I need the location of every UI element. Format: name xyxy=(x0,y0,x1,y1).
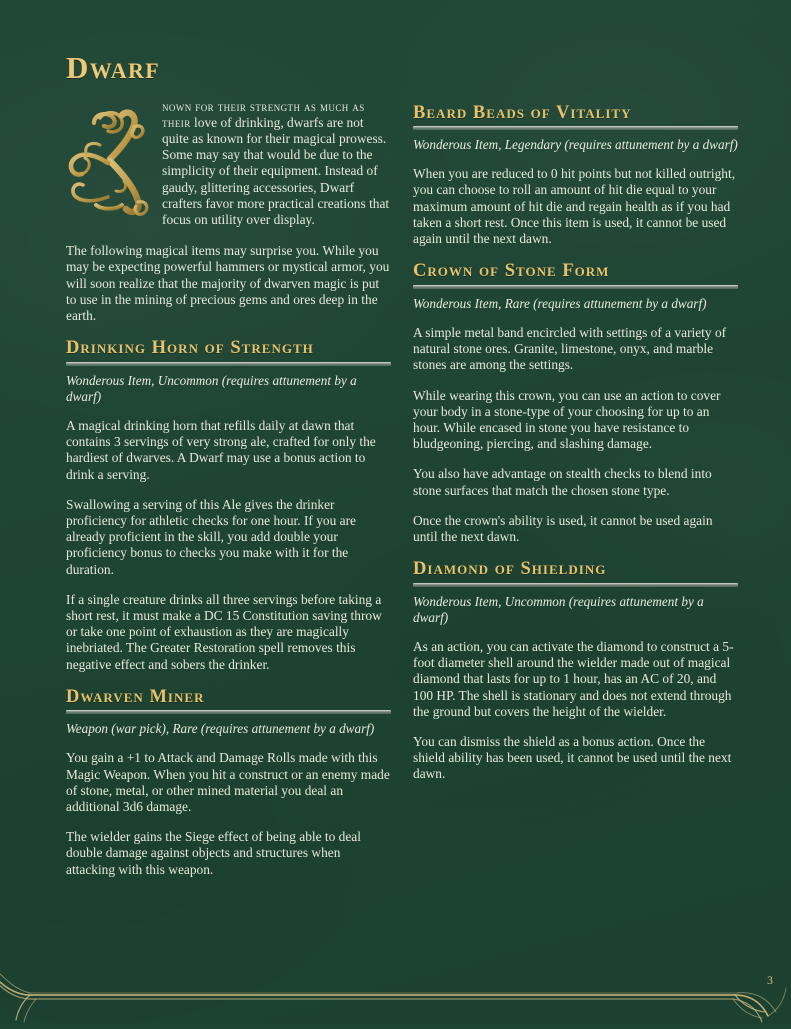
item-paragraph: Swallowing a serving of this Ale gives the drinker proficiency for athletic checks for one hour. If you are already proficient in the skill, you add double your proficiency bonus to checks you make with it for the duration. xyxy=(66,496,357,577)
item-beard-beads-of-vitality xyxy=(413,103,738,248)
page-title: Dwarf xyxy=(66,50,161,85)
heading-divider xyxy=(66,710,391,714)
heading-divider xyxy=(413,583,738,587)
item-subtitle: Wonderous Item, Legendary (requires attunement by a dwarf) xyxy=(413,137,738,153)
item-subtitle: Weapon (war pick), Rare (requires attunement by a dwarf) xyxy=(66,721,375,737)
item-paragraph: As an action, you can activate the diamond to construct a 5-foot diameter shell around the wielder made out of magical diamond that lasts for up to 1 hour, has an AC of 20, and 100 HP. The shell is stationary and does not extend through the ground but covers the height of the wielder. xyxy=(413,638,734,719)
item-heading: Dwarven Miner xyxy=(66,686,205,707)
item-paragraph: The wielder gains the Siege effect of being able to deal double damage against objects and structures when attacking with this weapon. xyxy=(66,829,361,877)
item-heading: Crown of Stone Form xyxy=(413,261,610,282)
drop-cap-letter-k-icon xyxy=(64,101,156,219)
item-paragraph: You can dismiss the shield as a bonus action. Once the shield ability has been used, it cannot be used until the next dawn. xyxy=(413,733,732,782)
item-paragraph: Once the crown's ability is used, it cannot be used again until the next dawn. xyxy=(413,512,713,545)
heading-divider xyxy=(413,126,738,130)
item-paragraph: A magical drinking horn that refills daily at dawn that contains 3 servings of very strong ale, crafted for only the hardiest of dwarves. A Dwarf may use a bonus action to drink a serving. xyxy=(66,417,376,482)
item-paragraph: If a single creature drinks all three servings before taking a short rest, it must make a DC 15 Constitution saving throw or take one point of exhaustion as they are magically inebriated. The Greater Restoration spell removes this negative effect and sobers the drinker. xyxy=(66,591,382,672)
item-heading: Diamond of Shielding xyxy=(413,559,607,580)
intro-paragraph-2: The following magical items may surprise you. While you may be expecting powerful hammers or mystical armor, you will soon realize that the majority of dwarven magic is put to use in the mining of precious gems and ores deep in the earth. xyxy=(66,243,390,323)
intro-lead-rest: love of drinking, dwarfs are not quite as known for their magical prowess. Some may say that would be due to the simplicity of their equipment. Instead of gaudy, glittering accessories, Dwarf crafters favor more practical creations that focus on utility over display. xyxy=(162,114,390,227)
item-subtitle: Wonderous Item, Uncommon (requires attunement by a dwarf) xyxy=(66,372,357,404)
intro-smallcaps-lead: nown for their strength as much as their xyxy=(162,99,365,130)
item-dwarven-miner xyxy=(66,687,391,878)
intro-block xyxy=(66,99,391,229)
page-number: 3 xyxy=(767,973,773,987)
heading-divider xyxy=(413,285,738,289)
item-paragraph: You also have advantage on stealth checks to blend into stone surfaces that match the chosen stone type. xyxy=(413,466,712,498)
item-paragraph: While wearing this crown, you can use an action to cover your body in a stone-type of your choosing for up to an hour. While encased in stone you have resistance to bludgeoning, piercing, and slashing damage. xyxy=(413,387,721,452)
item-heading: Beard Beads of Vitality xyxy=(413,102,632,123)
item-drinking-horn-of-strength xyxy=(66,338,391,673)
item-paragraph: When you are reduced to 0 hit points but not killed outright, you can choose to roll an amount of hit die equal to your maximum amount of hit die and regain health as if you had taken a short rest. Once this item is used, it cannot be used again until the next dawn. xyxy=(413,166,736,247)
item-subtitle: Wonderous Item, Uncommon (requires attunement by a dwarf) xyxy=(413,593,704,625)
right-column xyxy=(413,99,738,797)
item-paragraph: You gain a +1 to Attack and Damage Rolls made with this Magic Weapon. When you hit a construct or an enemy made of stone, metal, or other mined material you deal an additional 3d6 damage. xyxy=(66,750,390,815)
item-subtitle: Wonderous Item, Rare (requires attunement by a dwarf) xyxy=(413,296,707,311)
item-crown-of-stone-form xyxy=(413,261,738,545)
two-column-layout xyxy=(66,99,738,892)
heading-divider xyxy=(66,362,391,366)
item-paragraph: A simple metal band encircled with settings of a variety of natural stone ores. Granite, limestone, onyx, and marble stones are among the settings. xyxy=(413,325,727,373)
item-heading: Drinking Horn of Strength xyxy=(66,338,314,359)
item-diamond-of-shielding xyxy=(413,559,738,782)
left-column xyxy=(66,99,391,892)
